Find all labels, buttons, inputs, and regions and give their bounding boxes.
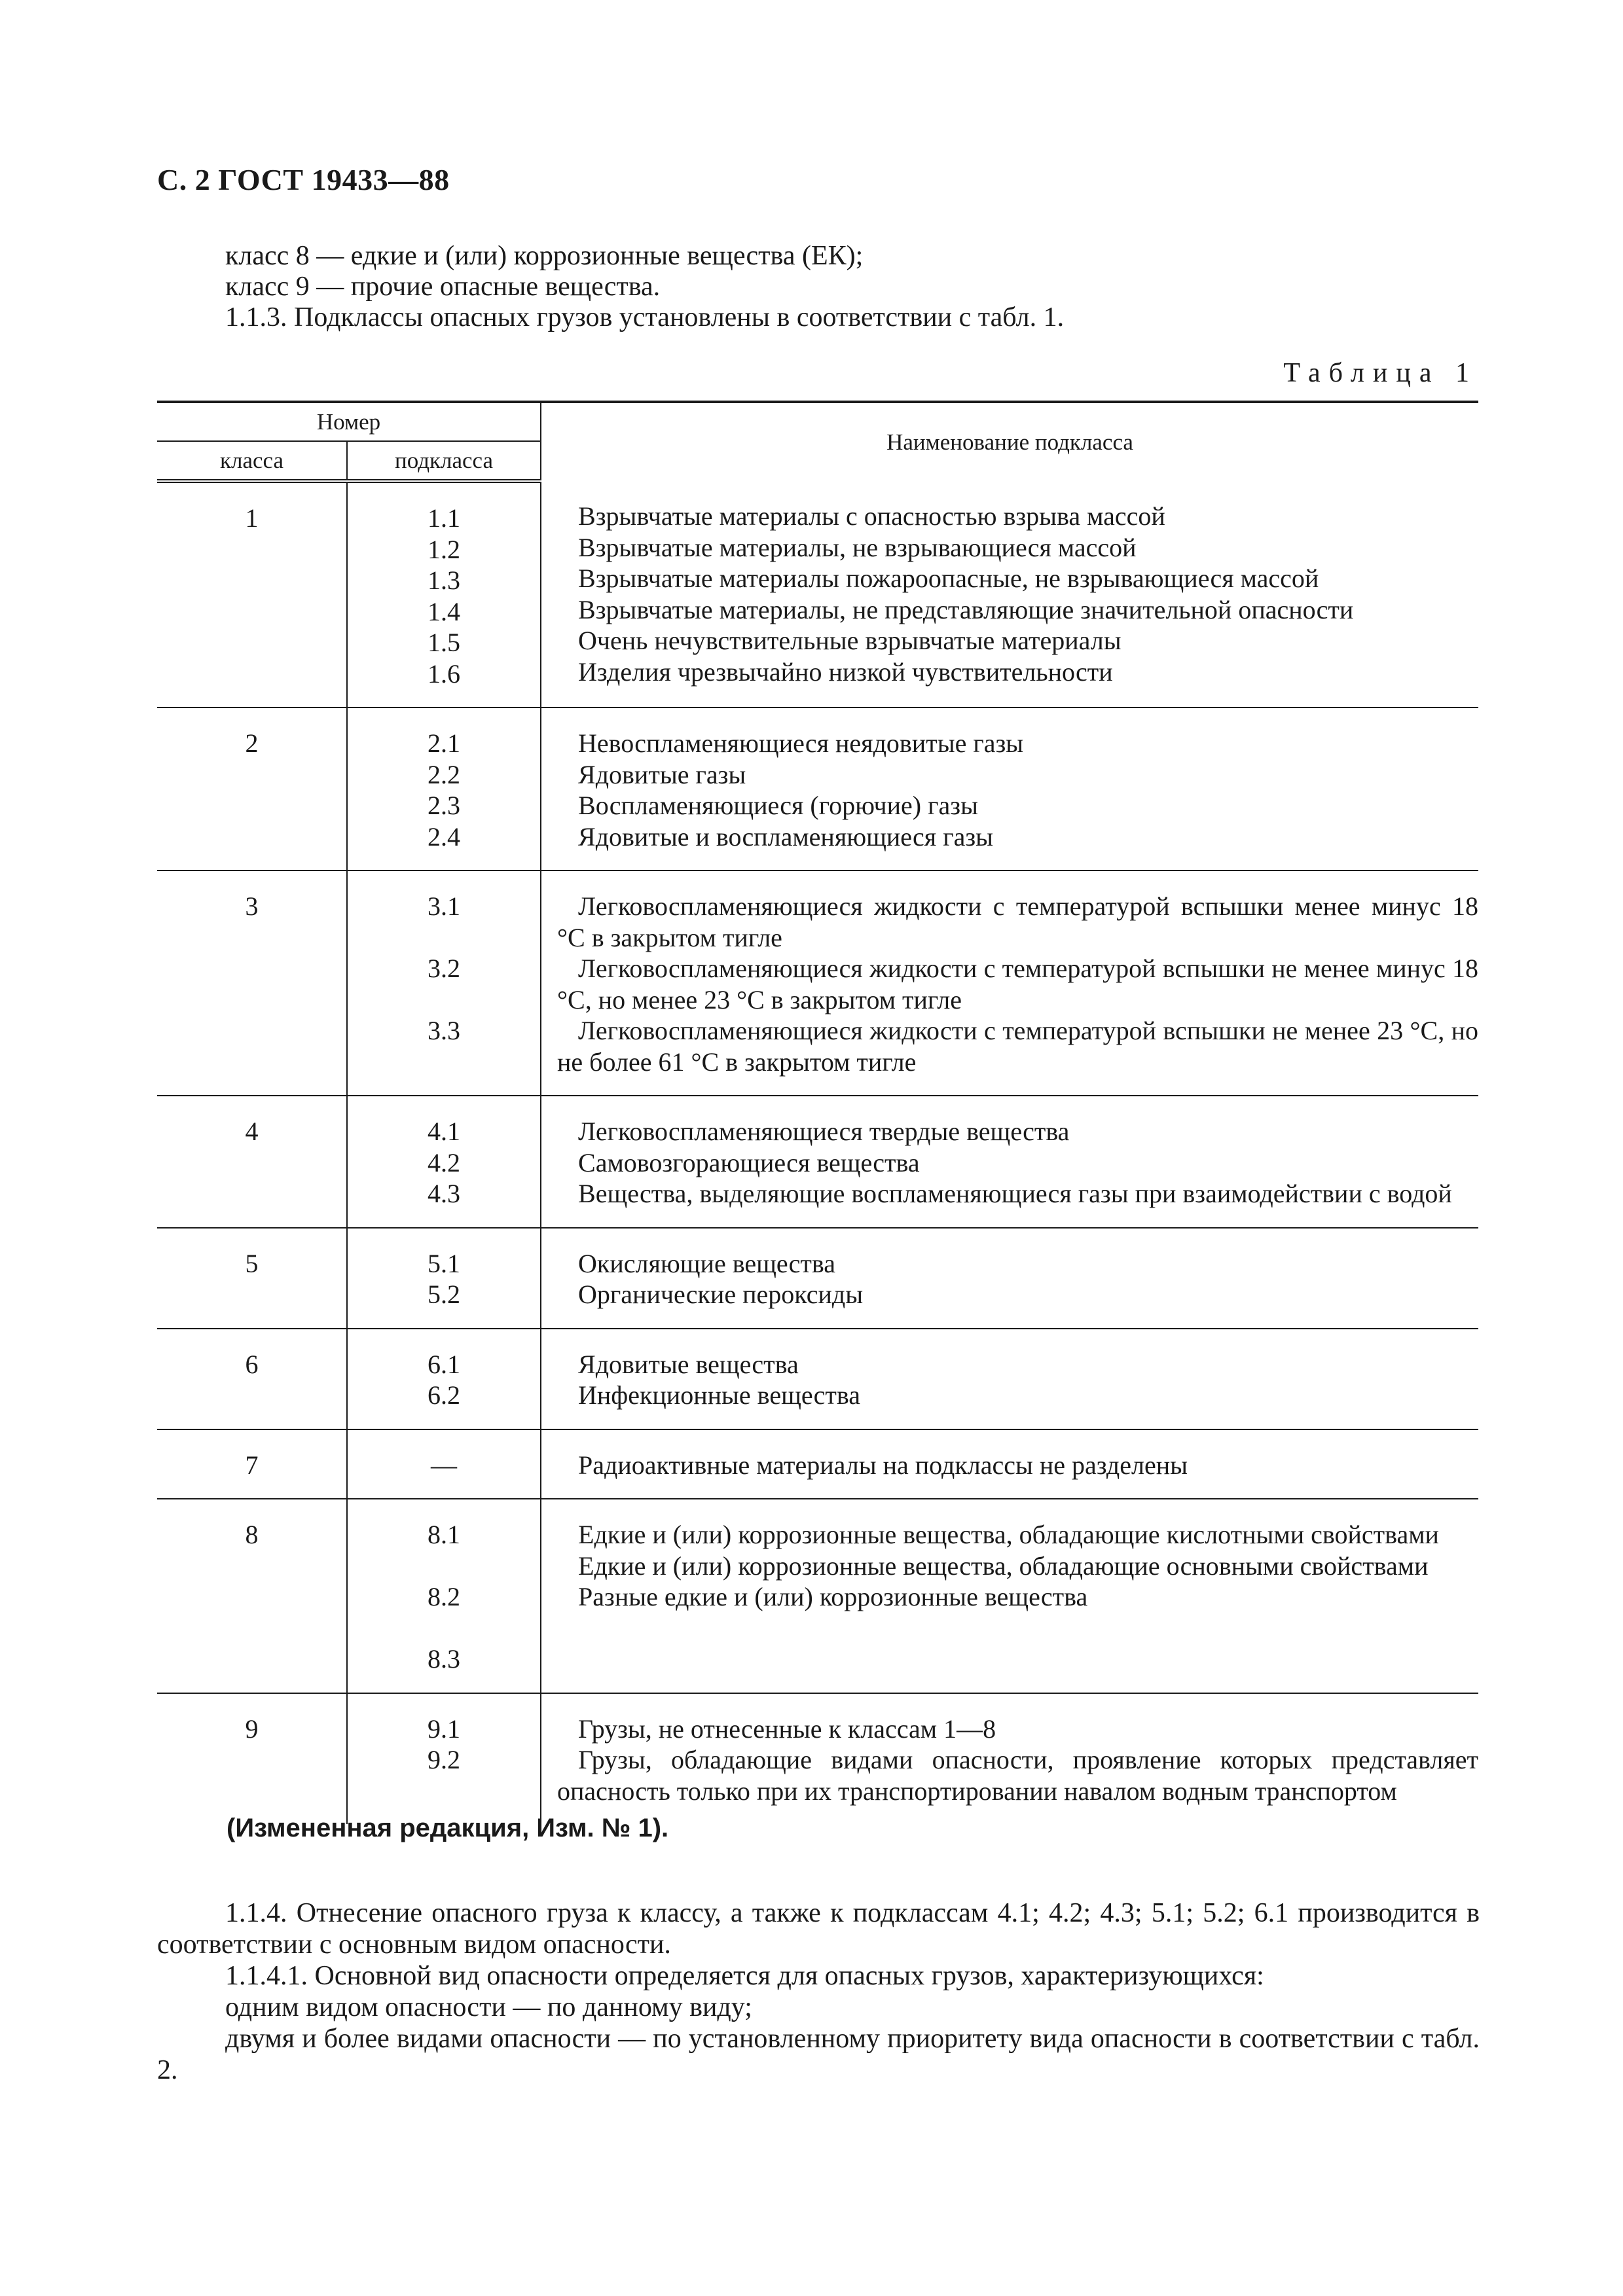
subclass-number: 8.3 [428, 1644, 460, 1674]
class-number: 7 [157, 1429, 347, 1499]
subclass-number: 1.1 [428, 503, 460, 533]
class-number: 1 [157, 481, 347, 708]
subclass-name: Легковоспламеняющиеся жидкости с температурой вспышки менее минус 18 °С в закрытом тигле [557, 891, 1479, 952]
subclass-number: 1.6 [428, 658, 460, 689]
subclass-name: Самовозгорающиеся вещества [578, 1147, 920, 1177]
intro-line: класс 8 — едкие и (или) коррозионные вещества (ЕК); [225, 241, 864, 271]
subclass-numbers [347, 1429, 541, 1499]
subclass-number: 9.1 [428, 1713, 460, 1744]
subclass-number: 4.3 [428, 1179, 460, 1208]
paragraph-one-hazard: одним видом опасности — по данному виду; [225, 1992, 752, 2022]
header-class: класса [157, 441, 347, 481]
table-row [157, 1228, 1478, 1329]
subclass-number: 4.1 [428, 1117, 460, 1146]
subclass-number [348, 922, 540, 954]
subclass-names [541, 1096, 1478, 1228]
table-caption: Таблица 1 [1283, 358, 1478, 388]
class-number: 2 [157, 708, 347, 870]
subclass-name: Легковоспламеняющиеся твердые вещества [578, 1117, 1070, 1146]
table-row [157, 1693, 1478, 1825]
intro-line: 1.1.3. Подклассы опасных грузов установлены в соответствии с табл. 1. [225, 302, 1065, 332]
subclass-names [541, 481, 1478, 708]
subclass-name: Едкие и (или) коррозионные вещества, обладающие основными свойствами [578, 1551, 1429, 1581]
subclass-numbers [347, 870, 541, 1096]
class-number: 4 [157, 1096, 347, 1228]
subclass-numbers [347, 1329, 541, 1429]
table-row [157, 1429, 1478, 1499]
subclass-number: 6.2 [428, 1380, 460, 1410]
table-body [157, 481, 1478, 1824]
subclass-number: 1.2 [428, 534, 460, 564]
subclass-names [541, 1228, 1478, 1329]
subclass-table [157, 401, 1478, 1824]
class-number: 6 [157, 1329, 347, 1429]
subclass-numbers [347, 1499, 541, 1693]
intro-line: класс 9 — прочие опасные вещества. [225, 272, 661, 302]
subclass-numbers [347, 481, 541, 708]
subclass-number [348, 1551, 540, 1582]
subclass-number: — [431, 1450, 457, 1480]
subclass-number [348, 1613, 540, 1644]
subclass-name: Едкие и (или) коррозионные вещества, обладающие кислотными свойствами [578, 1520, 1439, 1549]
page-header: С. 2 ГОСТ 19433—88 [157, 163, 450, 196]
subclass-numbers [347, 1228, 541, 1329]
subclass-names [541, 708, 1478, 870]
class-number: 8 [157, 1499, 347, 1693]
subclass-name: Вещества, выделяющие воспламеняющиеся газы при взаимодействии с водой [578, 1179, 1452, 1208]
subclass-name: Ядовитые газы [578, 759, 746, 789]
subclass-number: 9.2 [428, 1745, 460, 1774]
subclass-name: Очень нечувствительные взрывчатые материалы [578, 626, 1122, 655]
subclass-name: Окисляющие вещества [578, 1248, 836, 1278]
subclass-name: Взрывчатые материалы, не представляющие значительной опасности [578, 594, 1354, 624]
subclass-name: Разные едкие и (или) коррозионные вещества [578, 1582, 1088, 1611]
subclass-number: 1.3 [428, 565, 460, 595]
subclass-names [541, 870, 1478, 1096]
subclass-number: 6.1 [428, 1349, 460, 1379]
subclass-number: 3.1 [428, 891, 460, 921]
subclass-name: Радиоактивные материалы на подклассы не разделены [578, 1450, 1188, 1480]
paragraph-multi-hazard: двумя и более видами опасности — по установленному приоритету вида опасности в соответствии с табл. 2. [157, 2024, 1480, 2085]
subclass-number: 8.2 [428, 1582, 460, 1611]
subclass-name: Взрывчатые материалы пожароопасные, не взрывающиеся массой [578, 564, 1319, 593]
subclass-number: 4.2 [428, 1147, 460, 1177]
subclass-numbers [347, 1693, 541, 1825]
subclass-name: Взрывчатые материалы с опасностью взрыва массой [578, 501, 1165, 531]
subclass-number: 5.2 [428, 1280, 460, 1309]
table-row [157, 870, 1478, 1096]
subclass-name: Изделия чрезвычайно низкой чувствительности [578, 656, 1113, 687]
subclass-name: Ядовитые и воспламеняющиеся газы [578, 821, 994, 852]
subclass-name: Органические пероксиды [578, 1280, 864, 1309]
header-subclass: подкласса [347, 441, 541, 481]
subclass-number [348, 984, 540, 1016]
subclass-names [541, 1429, 1478, 1499]
subclass-number: 2.2 [428, 759, 460, 789]
subclass-names [541, 1693, 1478, 1825]
class-number: 9 [157, 1693, 347, 1825]
header-subclass-name: Наименование подкласса [541, 402, 1478, 481]
subclass-name: Невоспламеняющиеся неядовитые газы [578, 728, 1024, 758]
table-row [157, 481, 1478, 708]
subclass-number: 3.3 [428, 1016, 460, 1045]
header-number: Номер [157, 402, 541, 441]
table-row [157, 1329, 1478, 1429]
subclass-name: Грузы, обладающие видами опасности, проявление которых представляет опасность только при их транспортировании навалом водным транспортом [557, 1745, 1479, 1806]
subclass-number: 5.1 [428, 1248, 460, 1278]
subclass-name: Легковоспламеняющиеся жидкости с температурой вспышки не менее 23 °С, но не более 61 °С в закрытом тигле [557, 1016, 1479, 1077]
subclass-number: 2.3 [428, 791, 460, 820]
subclass-number: 2.1 [428, 728, 460, 758]
class-number: 3 [157, 870, 347, 1096]
intro-block [157, 241, 1480, 333]
subclass-names [541, 1499, 1478, 1693]
subclass-number: 1.4 [428, 596, 460, 626]
class-number: 5 [157, 1228, 347, 1329]
subclass-number: 3.2 [428, 954, 460, 983]
table-row [157, 1499, 1478, 1693]
subclass-name: Взрывчатые материалы, не взрывающиеся массой [578, 532, 1137, 562]
subclass-name: Ядовитые вещества [578, 1349, 799, 1379]
subclass-number: 8.1 [428, 1520, 460, 1549]
subclass-names [541, 1329, 1478, 1429]
table-row [157, 708, 1478, 870]
amendment-note: (Измененная редакция, Изм. № 1). [227, 1814, 669, 1842]
subclass-numbers [347, 708, 541, 870]
subclass-number: 1.5 [428, 628, 460, 657]
paragraph-1-1-4: 1.1.4. Отнесение опасного груза к классу, а также к подклассам 4.1; 4.2; 4.3; 5.1; 5.2; 6.1 производится в соответствии с основным видом опасности. [157, 1898, 1480, 1960]
subclass-name: Воспламеняющиеся (горючие) газы [578, 791, 978, 820]
subclass-number: 2.4 [428, 821, 460, 852]
paragraph-1-1-4-1: 1.1.4.1. Основной вид опасности определяется для опасных грузов, характеризующихся: [225, 1961, 1264, 1991]
subclass-name: Легковоспламеняющиеся жидкости с температурой вспышки не менее минус 18 °С, но менее 23 °С в закрытом тигле [557, 954, 1479, 1014]
table-row [157, 1096, 1478, 1228]
subclass-numbers [347, 1096, 541, 1228]
subclass-name: Грузы, не отнесенные к классам 1—8 [578, 1713, 996, 1744]
subclass-name: Инфекционные вещества [578, 1380, 860, 1410]
